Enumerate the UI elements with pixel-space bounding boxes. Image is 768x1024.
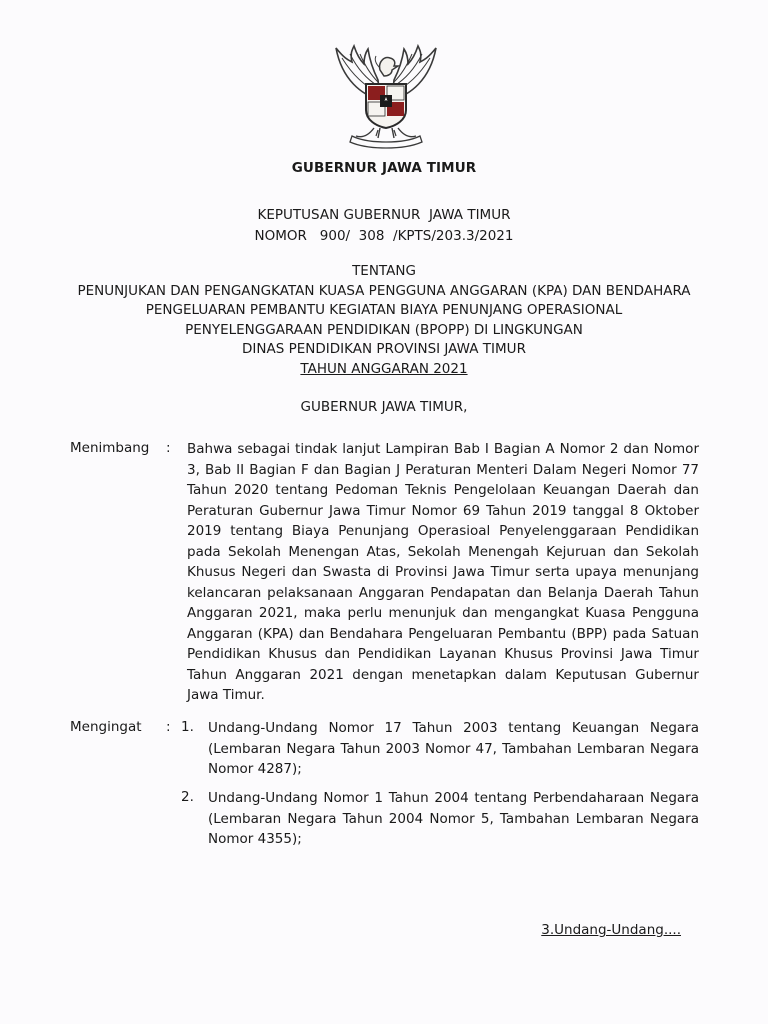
- subject-line: PENGELUARAN PEMBANTU KEGIATAN BIAYA PENUNJANG OPERASIONAL: [145, 302, 623, 318]
- remembering-item-number: 2.: [181, 789, 194, 805]
- remembering-item-text: Undang-Undang Nomor 1 Tahun 2004 tentang Perbendaharaan Negara (Lembaran Negara Tahun 2004 Nomor 5, Tambahan Lembaran Negara Nomor 4355);: [208, 790, 699, 847]
- institution-heading: GUBERNUR JAWA TIMUR: [291, 160, 477, 176]
- remembering-item-number: 1.: [181, 719, 194, 735]
- remembering-colon: :: [166, 719, 171, 735]
- considering-paragraph: Bahwa sebagai tindak lanjut Lampiran Bab I Bagian A Nomor 2 dan Nomor 3, Bab II Bagian F dan Bagian J Peraturan Menteri Dalam Negeri Nomor 77 Tahun 2020 tentang Pedoman Teknis Pengelolaan Keuangan Daerah dan Peraturan Gubernur Jawa Timur Nomor 69 Tahun 2019 tanggal 8 Oktober 2019 tentang Biaya Penunjang Operasioal Penyelenggaraan Pendidikan pada Sekolah Menengan Atas, Sekolah Menengah Kejuruan dan Sekolah Khusus Negeri dan Swasta di Provinsi Jawa Timur serta upaya menunjang kelancaran pelaksanaan Anggaran Pendapatan dan Belanja Daerah Tahun Anggaran 2021, maka perlu menunjuk dan mengangkat Kuasa Pengguna Anggaran (KPA) dan Bendahara Pengeluaran Pembantu (BPP) pada Satuan Pendidikan Khusus dan Pendidikan Layanan Khusus Provinsi Jawa Timur Tahun Anggaran 2021 dengan menetapkan dalam Keputusan Gubernur Jawa Timur.: [187, 441, 699, 703]
- subject-year-line: TAHUN ANGGARAN 2021: [300, 360, 468, 377]
- subject-line: PENYELENGGARAAN PENDIDIKAN (BPOPP) DI LINGKUNGAN: [185, 321, 583, 338]
- subject-line: PENUNJUKAN DAN PENGANGKATAN KUASA PENGGUNA ANGGARAN (KPA) DAN BENDAHARA: [77, 282, 691, 299]
- governor-line: GUBERNUR JAWA TIMUR,: [300, 399, 468, 415]
- remembering-item-text: Undang-Undang Nomor 17 Tahun 2003 tentang Keuangan Negara (Lembaran Negara Tahun 2003 Nomor 47, Tambahan Lembaran Negara Nomor 4287);: [208, 720, 699, 777]
- page-continuation: 3.Undang-Undang....: [541, 922, 681, 938]
- garuda-emblem-icon: [322, 40, 450, 150]
- decree-subject: [0, 262, 768, 379]
- considering-label: Menimbang: [70, 440, 150, 456]
- decree-title: [0, 205, 768, 247]
- decree-number-line: NOMOR 900/ 308 /KPTS/203.3/2021: [254, 228, 514, 244]
- remembering-label: Mengingat: [70, 719, 142, 735]
- decree-title-line: KEPUTUSAN GUBERNUR JAWA TIMUR: [257, 207, 511, 223]
- considering-colon: :: [166, 440, 171, 456]
- subject-label: TENTANG: [352, 263, 416, 279]
- subject-line: DINAS PENDIDIKAN PROVINSI JAWA TIMUR: [242, 341, 526, 357]
